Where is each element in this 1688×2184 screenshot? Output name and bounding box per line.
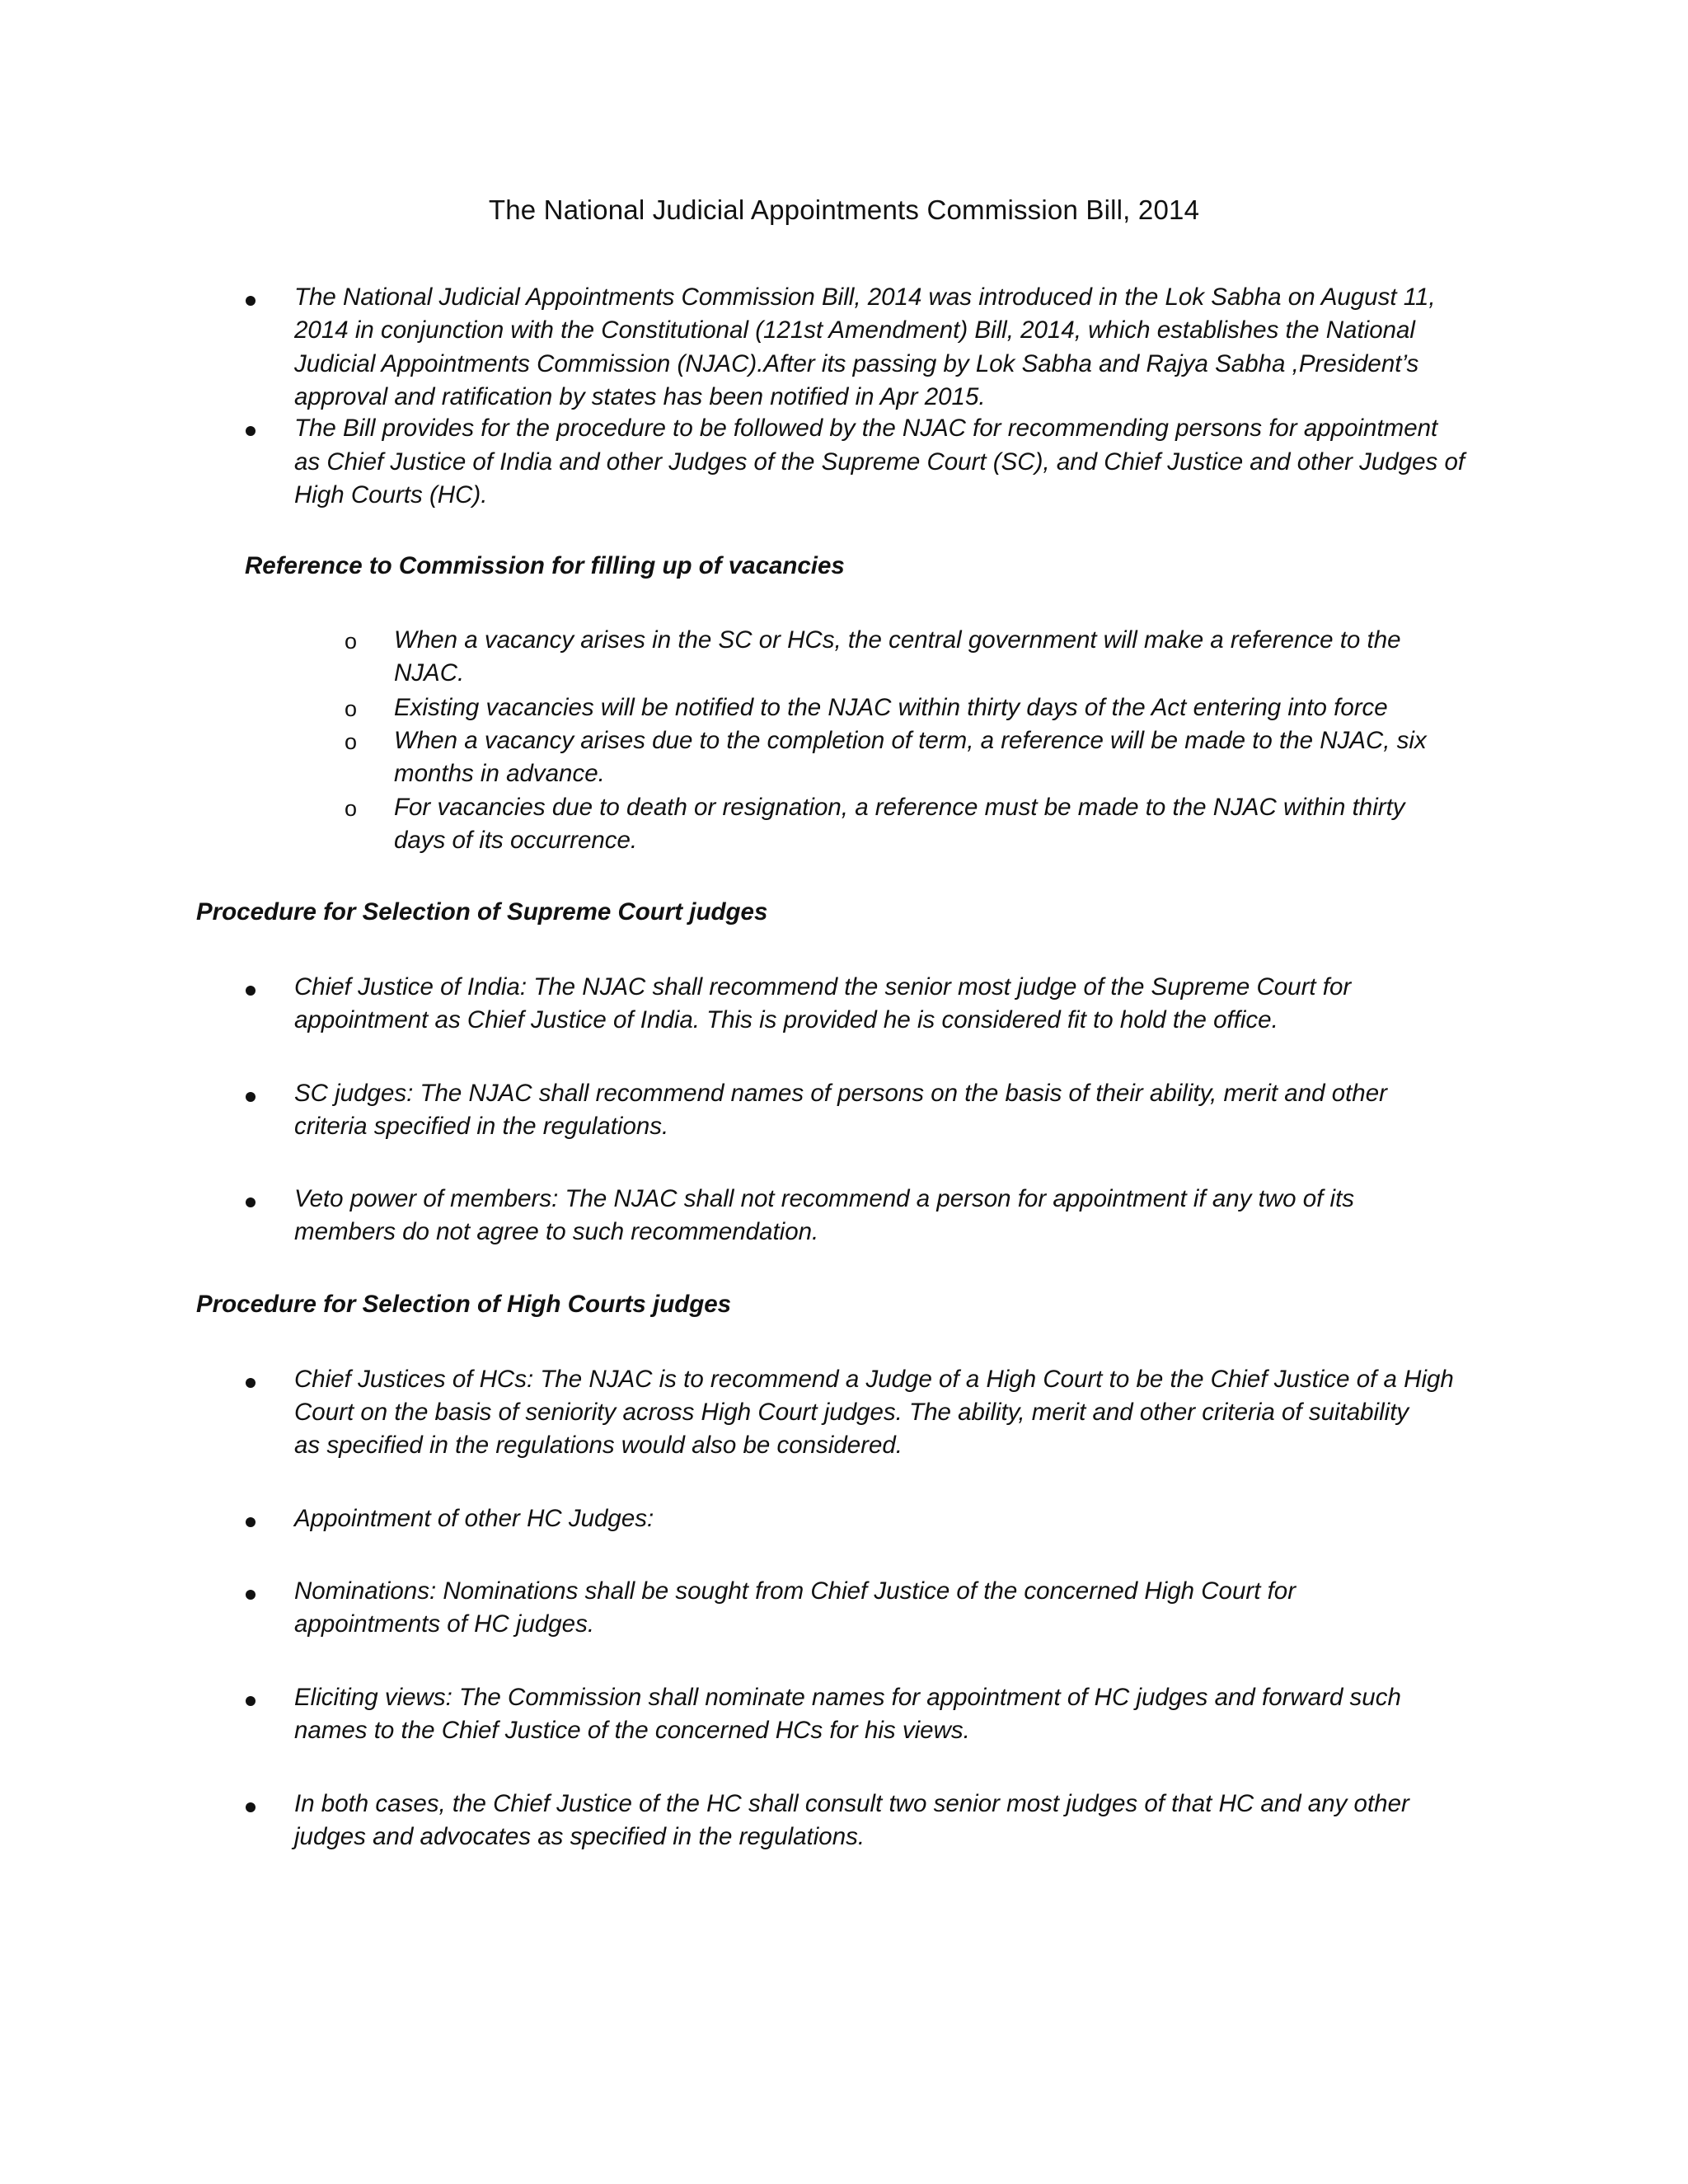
sc-item-2-line-2: criteria specified in the regulations. — [294, 1113, 669, 1140]
bullet-marker — [246, 1696, 256, 1706]
sub-bullet-marker: o — [345, 696, 358, 721]
hc-item-1-line-3: as specified in the regulations would also be considered. — [294, 1432, 903, 1459]
intro-bullet-2-line-2: as Chief Justice of India and other Judges of the Supreme Court (SC), and Chief Justice and other Judges of — [294, 448, 1465, 476]
intro-bullet-1-line-4: approval and ratification by states has been notified in Apr 2015. — [294, 383, 986, 410]
bullet-marker — [246, 1378, 256, 1388]
document-title: The National Judicial Appointments Commission Bill, 2014 — [488, 194, 1200, 225]
sub-bullet-marker: o — [345, 729, 358, 754]
bullet-marker — [246, 1590, 256, 1600]
hc-item-3-line-2: appointments of HC judges. — [294, 1610, 595, 1638]
reference-item-3-line-1: When a vacancy arises due to the completion of term, a reference will be made to the NJAC, six — [394, 727, 1427, 754]
section-heading-reference: Reference to Commission for filling up of vacancies — [245, 552, 845, 579]
hc-item-5-line-1: In both cases, the Chief Justice of the HC shall consult two senior most judges of that HC and any other — [294, 1790, 1409, 1817]
hc-item-3-line-1: Nominations: Nominations shall be sought from Chief Justice of the concerned High Court for — [294, 1577, 1296, 1605]
reference-item-4-line-2: days of its occurrence. — [394, 827, 638, 854]
bullet-marker — [246, 1197, 256, 1207]
hc-item-4-line-1: Eliciting views: The Commission shall nominate names for appointment of HC judges and forward such — [294, 1684, 1401, 1711]
bullet-marker — [246, 1092, 256, 1102]
section-heading-sc: Procedure for Selection of Supreme Court judges — [196, 898, 768, 926]
hc-item-5-line-2: judges and advocates as specified in the regulations. — [294, 1823, 865, 1850]
sc-item-2-line-1: SC judges: The NJAC shall recommend names of persons on the basis of their ability, merit and other — [294, 1080, 1387, 1107]
hc-item-4-line-2: names to the Chief Justice of the concerned HCs for his views. — [294, 1717, 970, 1744]
reference-item-1-line-1: When a vacancy arises in the SC or HCs, the central government will make a reference to the — [394, 626, 1401, 654]
sc-item-3-line-2: members do not agree to such recommendation. — [294, 1218, 819, 1245]
reference-item-4-line-1: For vacancies due to death or resignation, a reference must be made to the NJAC within thirty — [394, 794, 1405, 821]
bullet-marker — [246, 296, 256, 306]
intro-bullet-1-line-3: Judicial Appointments Commission (NJAC).After its passing by Lok Sabha and Rajya Sabha ,President’s — [294, 350, 1419, 377]
sc-item-1-line-2: appointment as Chief Justice of India. This is provided he is considered fit to hold the office. — [294, 1006, 1278, 1033]
bullet-marker — [246, 1517, 256, 1527]
intro-bullet-2-line-1: The Bill provides for the procedure to be followed by the NJAC for recommending persons for appointment — [294, 415, 1438, 442]
reference-item-2-line-1: Existing vacancies will be notified to the NJAC within thirty days of the Act entering into force — [394, 694, 1388, 721]
sub-bullet-marker: o — [345, 796, 358, 821]
sc-item-1-line-1: Chief Justice of India: The NJAC shall recommend the senior most judge of the Supreme Court for — [294, 973, 1352, 1001]
bullet-marker — [246, 1802, 256, 1812]
bullet-marker — [246, 986, 256, 996]
sub-bullet-marker: o — [345, 629, 358, 654]
reference-item-3-line-2: months in advance. — [394, 760, 605, 787]
sc-item-3-line-1: Veto power of members: The NJAC shall not recommend a person for appointment if any two of its — [294, 1185, 1355, 1212]
hc-item-2-line-1: Appointment of other HC Judges: — [294, 1505, 654, 1532]
intro-bullet-1-line-2: 2014 in conjunction with the Constitutional (121st Amendment) Bill, 2014, which establishes the National — [294, 316, 1415, 344]
reference-item-1-line-2: NJAC. — [394, 659, 465, 687]
hc-item-1-line-1: Chief Justices of HCs: The NJAC is to recommend a Judge of a High Court to be the Chief Justice of a High — [294, 1366, 1454, 1393]
section-heading-hc: Procedure for Selection of High Courts judges — [196, 1291, 732, 1318]
bullet-marker — [246, 426, 256, 436]
intro-bullet-1-line-1: The National Judicial Appointments Commission Bill, 2014 was introduced in the Lok Sabha on August 11, — [294, 284, 1436, 311]
hc-item-1-line-2: Court on the basis of seniority across High Court judges. The ability, merit and other criteria of suitability — [294, 1399, 1409, 1426]
intro-bullet-2-line-3: High Courts (HC). — [294, 481, 488, 509]
